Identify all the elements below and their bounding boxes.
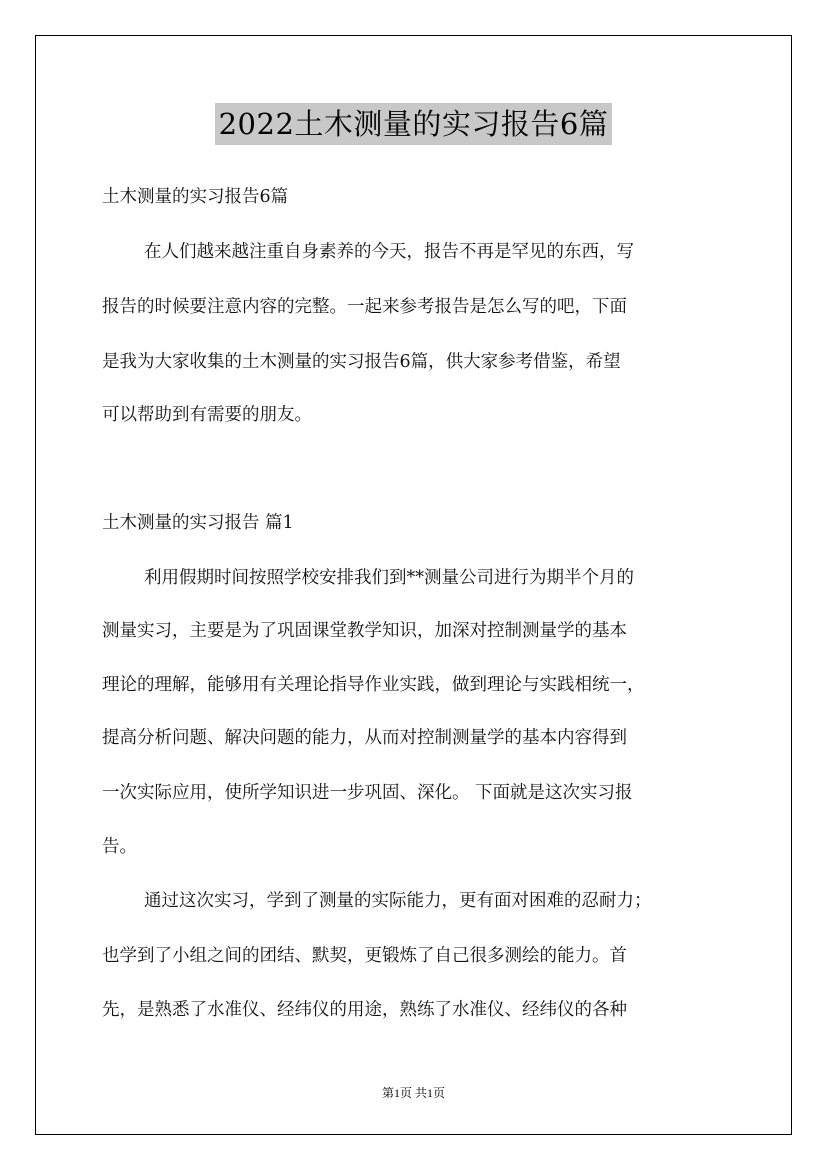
subtitle: 土木测量的实习报告6篇 bbox=[102, 187, 289, 207]
paragraph-line: 也学到了小组之间的团结、默契，更锻炼了自己很多测绘的能力。首 bbox=[102, 946, 627, 966]
paragraph-line: 告。 bbox=[102, 837, 137, 857]
paragraph-line: 利用假期时间按照学校安排我们到**测量公司进行为期半个月的 bbox=[144, 568, 634, 588]
paragraph-line: 是我为大家收集的土木测量的实习报告6篇，供大家参考借鉴，希望 bbox=[102, 352, 621, 372]
paragraph-line: 在人们越来越注重自身素养的今天，报告不再是罕见的东西，写 bbox=[144, 242, 634, 262]
title-container bbox=[0, 103, 827, 145]
page-footer: 第1页 共1页 bbox=[381, 1086, 445, 1100]
section-heading: 土木测量的实习报告 篇1 bbox=[102, 513, 294, 533]
paragraph-line: 一次实际应用，使所学知识进一步巩固、深化。 下面就是这次实习报 bbox=[102, 783, 633, 803]
paragraph-line: 先，是熟悉了水准仪、经纬仪的用途，熟练了水准仪、经纬仪的各种 bbox=[102, 1000, 627, 1020]
paragraph-line: 理论的理解，能够用有关理论指导作业实践，做到理论与实践相统一， bbox=[102, 675, 645, 695]
paragraph-line: 报告的时候要注意内容的完整。一起来参考报告是怎么写的吧，下面 bbox=[102, 297, 627, 317]
paragraph-line: 测量实习，主要是为了巩固课堂教学知识，加深对控制测量学的基本 bbox=[102, 621, 627, 641]
paragraph-line: 通过这次实习，学到了测量的实际能力，更有面对困难的忍耐力； bbox=[144, 891, 652, 911]
document-title: 2022土木测量的实习报告6篇 bbox=[215, 103, 613, 145]
paragraph-line: 可以帮助到有需要的朋友。 bbox=[102, 405, 312, 425]
paragraph-line: 提高分析问题、解决问题的能力，从而对控制测量学的基本内容得到 bbox=[102, 728, 627, 748]
